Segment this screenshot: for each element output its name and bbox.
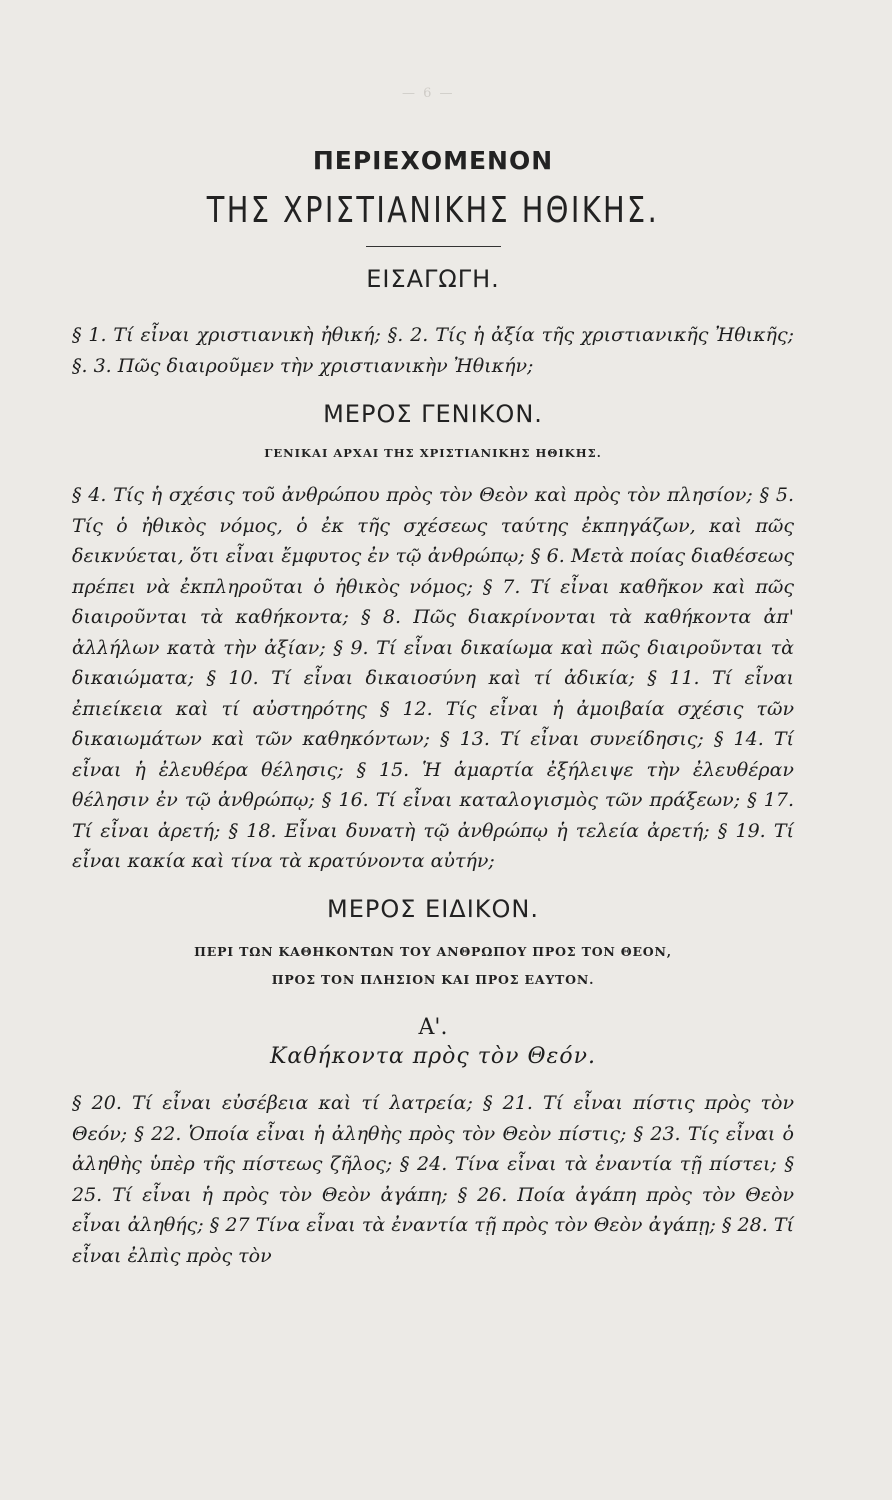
special-part-heading: ΜΕΡΟΣ ΕΙΔΙΚΟΝ.: [327, 895, 539, 923]
intro-paragraph: § 1. Τί εἶναι χριστιανικὴ ἠθική; §. 2. Τίς ἡ ἀξία τῆς χριστιανικῆς Ἠθικῆς; §. 3. Πῶς διαιροῦμεν τὴν χριστιανικὴν Ἠθικήν;: [72, 324, 794, 377]
intro-heading: ΕΙΣΑΓΩΓΗ.: [366, 265, 500, 293]
contents-subtitle: ΤΗΣ ΧΡΙΣΤΙΑΝΙΚΗΣ ΗΘΙΚΗΣ.: [206, 190, 660, 231]
division-number: Α'.: [418, 1015, 448, 1040]
general-part-subheading: ΓΕΝΙΚΑΙ ΑΡΧΑΙ ΤΗΣ ΧΡΙΣΤΙΑΝΙΚΗΣ ΗΘΙΚΗΣ.: [264, 446, 602, 460]
general-part-paragraph: § 4. Τίς ἡ σχέσις τοῦ ἀνθρώπου πρὸς τὸν Θεὸν καὶ πρὸς τὸν πλησίον; § 5. Τίς ὁ ἠθικὸς νόμος, ὁ ἐκ τῆς σχέσεως ταύτης ἐκπηγάζων, καὶ πῶς δεικνύεται, ὅτι εἶναι ἔμφυτος ἐν τῷ ἀνθρώπῳ; § 6. Μετὰ ποίας διαθέσεως πρέπει νὰ ἐκπληροῦται ὁ ἠθικὸς νόμος; § 7. Τί εἶναι καθῆκον καὶ πῶς διαιροῦνται τὰ καθήκοντα; § 8. Πῶς διακρίνονται τὰ καθήκοντα ἀπ' ἀλλήλων κατὰ τὴν ἀξίαν; § 9. Τί εἶναι δικαίωμα καὶ πῶς διαιροῦνται τὰ δικαιώματα; § 10. Τί εἶναι δικαιοσύνη καὶ τί ἀδικία; § 11. Τί εἶναι ἐπιείκεια καὶ τί αὐστηρότης § 12. Τίς εἶναι ἡ ἀμοιβαία σχέσις τῶν δικαιωμάτων καὶ τῶν καθηκόντων; § 13. Τί εἶναι συνείδησις; § 14. Τί εἶναι ἡ ἐλευθέρα θέλησις; § 15. Ἡ ἁμαρτία ἐξήλειψε τὴν ἐλευθέραν θέλησιν ἐν τῷ ἀνθρώπῳ; § 16. Τί εἶναι καταλογισμὸς τῶν πράξεων; § 17. Τί εἶναι ἀρετή; § 18. Εἶναι δυνατὴ τῷ ἀνθρώπῳ ἡ τελεία ἀρετή; § 19. Τί εἶναι κακία καὶ τίνα τὰ κρατύνοντα αὐτήν;: [72, 484, 794, 872]
special-part-subheading-line2: ΠΡΟΣ ΤΟΝ ΠΛΗΣΙΟΝ ΚΑΙ ΠΡΟΣ ΕΑΥΤΟΝ.: [271, 972, 595, 987]
special-part-paragraph: § 20. Τί εἶναι εὐσέβεια καὶ τί λατρεία; § 21. Τί εἶναι πίστις πρὸς τὸν Θεόν; § 22. Ὁποία εἶναι ἡ ἀληθὴς πρὸς τὸν Θεὸν πίστις; § 23. Τίς εἶναι ὁ ἀληθὴς ὑπὲρ τῆς πίστεως ζῆλος; § 24. Τίνα εἶναι τὰ ἐναντία τῇ πίστει; § 25. Τί εἶναι ἡ πρὸς τὸν Θεὸν ἀγάπη; § 26. Ποία ἀγάπη πρὸς τὸν Θεὸν εἶναι ἀληθής; § 27 Τίνα εἶναι τὰ ἐναντία τῇ πρὸς τὸν Θεὸν ἀγάπῃ; § 28. Τί εἶναι ἐλπὶς πρὸς τὸν: [72, 1092, 794, 1267]
title-divider: [366, 246, 501, 247]
bleed-through-page-number: — 6 —: [402, 86, 455, 101]
general-part-heading: ΜΕΡΟΣ ΓΕΝΙΚΟΝ.: [323, 400, 543, 428]
division-title: Καθήκοντα πρὸς τὸν Θεόν.: [270, 1044, 596, 1069]
special-part-subheading-line1: ΠΕΡΙ ΤΩΝ ΚΑΘΗΚΟΝΤΩΝ ΤΟΥ ΑΝΘΡΩΠΟΥ ΠΡΟΣ ΤΟΝ ΘΕΟΝ,: [194, 944, 672, 959]
contents-title: ΠΕΡΙΕΧΟΜΕΝΟΝ: [312, 146, 554, 175]
